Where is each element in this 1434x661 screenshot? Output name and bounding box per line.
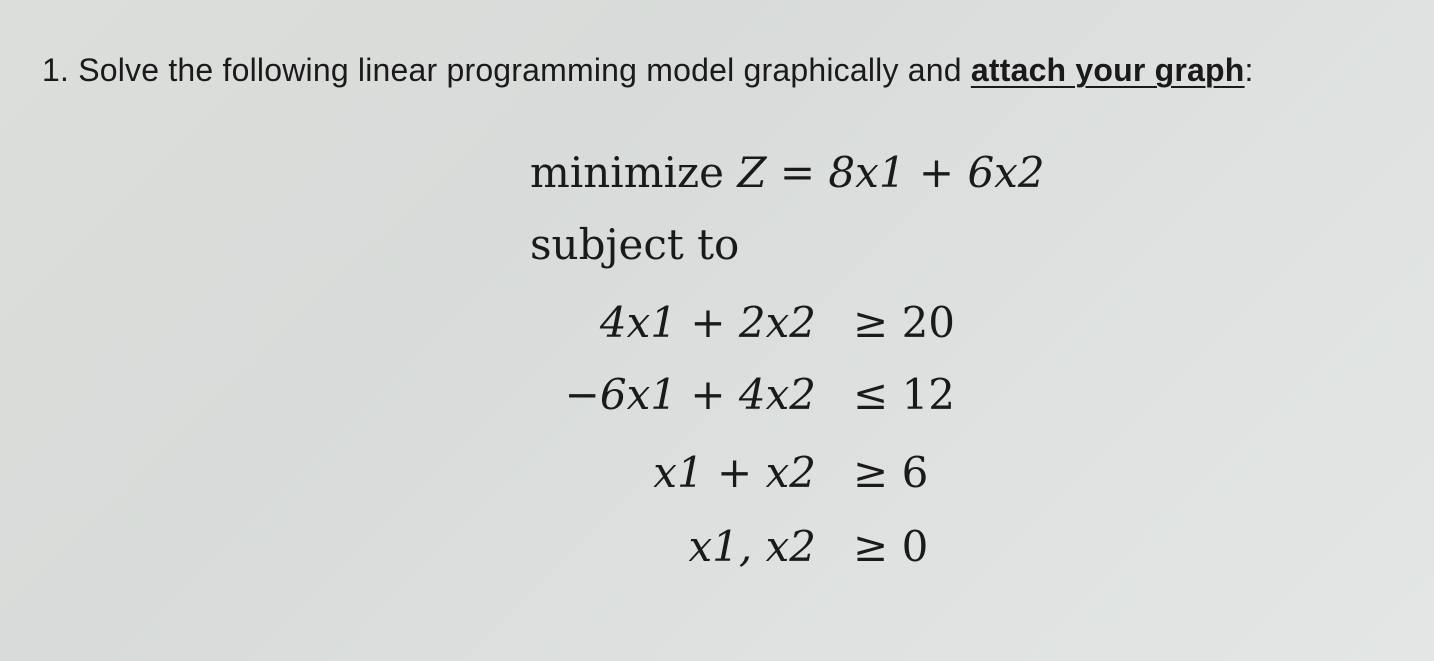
constraint-3-lhs: x1 + x2 [653,448,816,497]
constraint-2-lhs: −6x1 + 4x2 [564,370,816,419]
question-text [42,52,1254,89]
constraint-2-relation: ≤ [853,370,889,419]
constraint-4-lhs: x1, x2 [688,522,816,571]
constraint-1-relation: ≥ [853,298,889,347]
constraint-3-value: 6 [901,448,929,497]
question-suffix: : [1244,52,1254,88]
constraint-3-relation: ≥ [853,448,889,497]
constraint-2-rhs [853,370,955,419]
constraint-1-lhs: 4x1 + 2x2 [599,298,816,347]
question-body: Solve the following linear programming model graphically and [78,52,962,88]
constraint-1-value: 20 [901,298,956,347]
subject-to-label: subject to [530,220,740,269]
objective-keyword: minimize [530,148,724,197]
question-emphasis: attach your graph [970,52,1245,88]
constraint-2-value: 12 [901,370,956,419]
constraint-3-rhs [853,448,928,497]
objective-expression: Z = 8x1 + 6x2 [737,148,1045,197]
constraint-4-value: 0 [901,522,929,571]
objective-function [530,148,1045,197]
constraint-4-rhs [853,522,928,571]
question-number: 1. [42,52,70,88]
constraint-4-relation: ≥ [853,522,889,571]
constraint-1-rhs [853,298,955,347]
